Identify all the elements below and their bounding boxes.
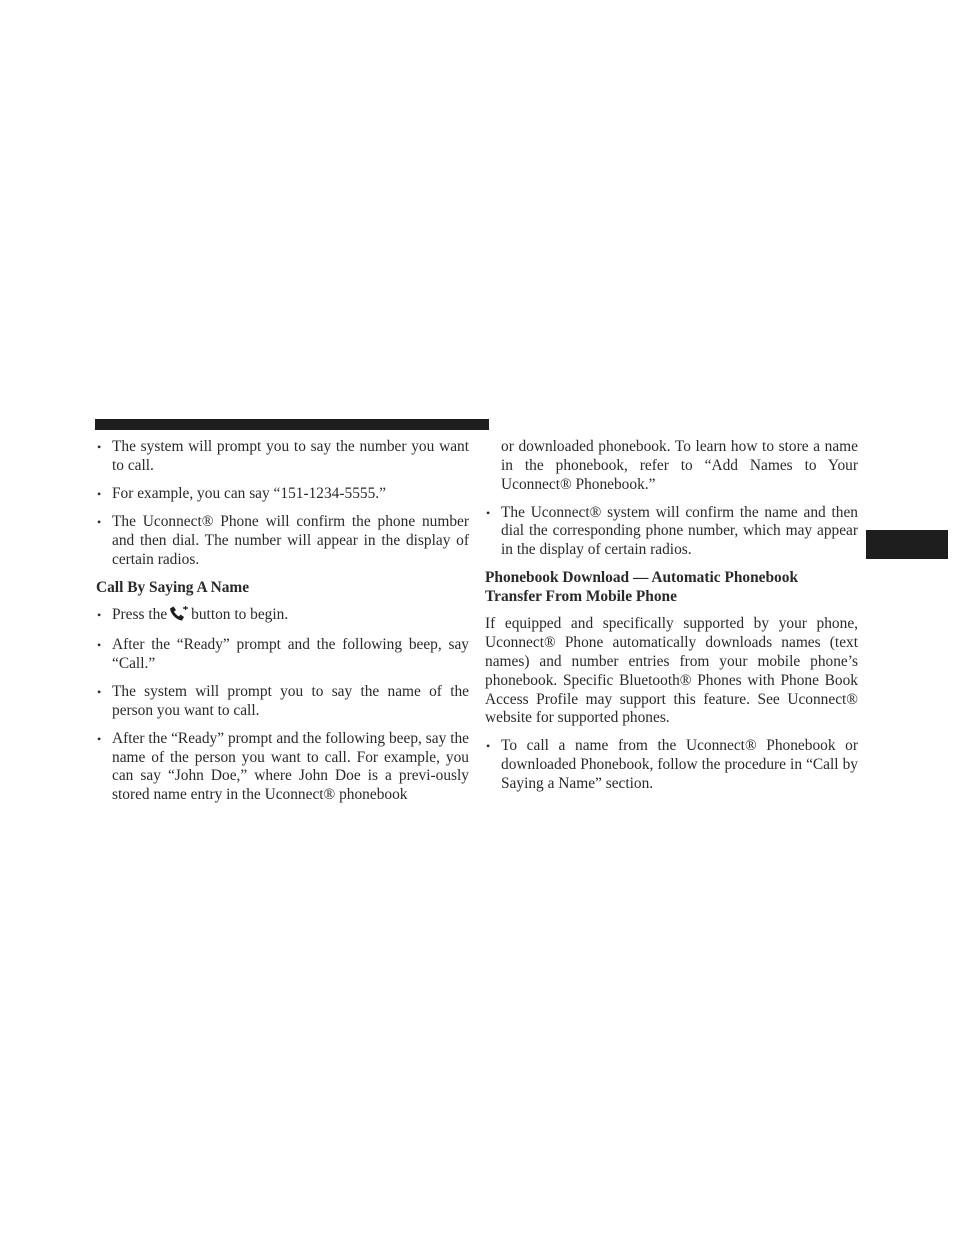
list-item <box>96 485 469 504</box>
list-item-text: Press the <box>112 605 168 623</box>
list-item-text: button to begin. <box>191 605 289 623</box>
list-item <box>96 513 469 569</box>
bullet-list <box>485 737 858 793</box>
list-item-text: The Uconnect® system will confirm the name and then dial the corresponding phone number, which may appear in the display of certain radios. <box>501 503 858 559</box>
body-paragraph: If equipped and specifically supported by your phone, Uconnect® Phone automatically downloads names (text names) and number entries from your mobile phone’s phonebook. Specific Bluetooth® Phones with Phone Book Access Profile may support this feature. See Uconnect® website for supported phones. <box>485 615 858 727</box>
list-item-text: After the “Ready” prompt and the following beep, say “Call.” <box>112 635 469 672</box>
list-item-text: For example, you can say “151-1234-5555.” <box>112 484 386 502</box>
bullet-list <box>485 504 858 560</box>
section-tab <box>866 530 948 559</box>
bullet-list <box>96 606 469 805</box>
list-item <box>96 636 469 674</box>
bullet-list <box>96 438 469 569</box>
list-item-text: After the “Ready” prompt and the following beep, say the name of the person you want to call. For example, you can say “John Doe,” where John Doe is a previ-ously stored name entry in the Uconnect® phonebook <box>112 729 469 804</box>
list-item-text: To call a name from the Uconnect® Phonebook or downloaded Phonebook, follow the procedure in “Call by Saying a Name” section. <box>501 737 858 793</box>
list-item <box>485 504 858 560</box>
list-item <box>96 683 469 721</box>
right-column <box>485 438 858 803</box>
section-heading: Call By Saying A Name <box>96 578 250 596</box>
list-item-text: The system will prompt you to say the name of the person you want to call. <box>112 682 469 719</box>
bullet-icon: • <box>486 505 491 520</box>
list-item <box>96 438 469 476</box>
list-item <box>485 737 858 793</box>
list-item <box>96 730 469 805</box>
list-item <box>96 606 469 627</box>
bullet-icon: • <box>97 684 102 699</box>
bullet-icon: • <box>486 739 491 754</box>
continued-text: or downloaded phonebook. To learn how to store a name in the phonebook, refer to “Add Names to Your Uconnect® Phonebook.” <box>501 438 858 493</box>
bullet-icon: • <box>97 731 102 746</box>
header-rule <box>95 419 489 430</box>
section-heading: Phonebook Download — Automatic Phonebook Transfer From Mobile Phone <box>485 569 798 606</box>
bullet-icon: • <box>97 440 102 454</box>
phone-icon <box>169 606 189 627</box>
bullet-icon: • <box>97 637 102 652</box>
bullet-icon: • <box>97 486 102 501</box>
list-item-text: The Uconnect® Phone will confirm the phone number and then dial. The number will appear in the display of certain radios. <box>112 512 469 568</box>
bullet-icon: • <box>97 607 102 622</box>
bullet-icon: • <box>97 514 102 529</box>
left-column <box>96 438 469 814</box>
list-item-text: The system will prompt you to say the number you want to call. <box>112 438 469 474</box>
